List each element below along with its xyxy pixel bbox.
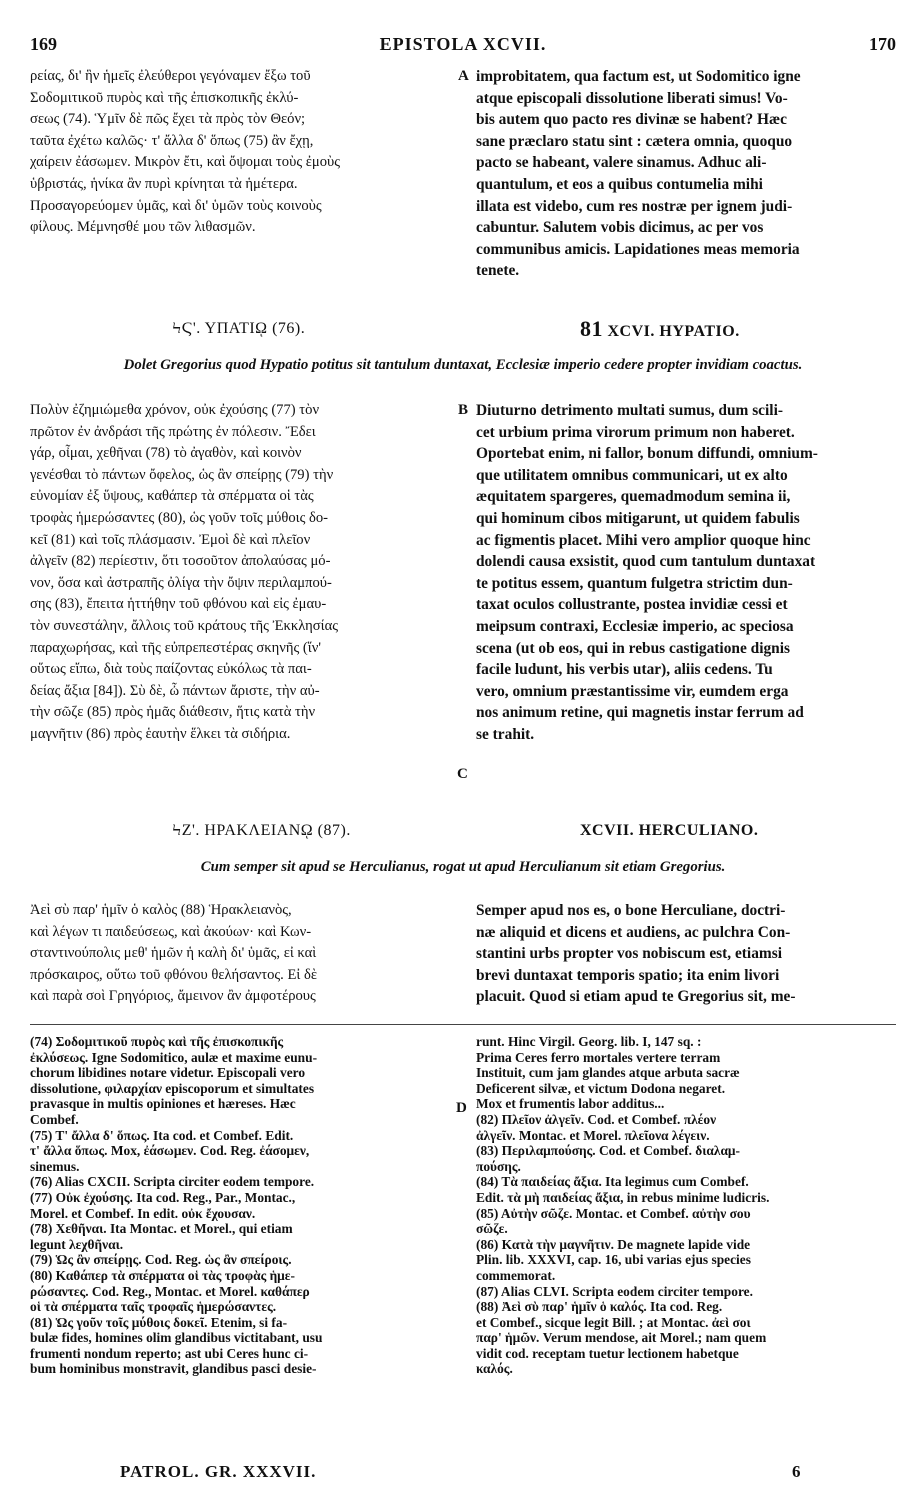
- text-line: Diuturno detrimento multati sumus, dum scili-: [476, 402, 783, 419]
- footnote-line: sinemus.: [30, 1158, 80, 1174]
- footnote-line: Deficerent silvæ, et victum Dodona negaret.: [476, 1080, 726, 1096]
- text-line: communibus amicis. Lapidationes meas memoria: [476, 240, 800, 258]
- footnote-line: frumenti nondum reperto; ast ubi Ceres hunc ci-: [30, 1345, 309, 1361]
- footnote-line: Edit. τὰ μὴ παιδείας ἄξια, in rebus minime ludicris.: [476, 1189, 770, 1205]
- text-line: vero, omnium præstantissime vir, eumdem erga: [476, 682, 789, 700]
- text-line: pacto se habeant, valere sinamus. Adhuc ali-: [476, 154, 767, 172]
- text-line: Σοδομιτικοῦ πυρὸς καὶ τῆς ἐπισκοπικῆς ἐκλύ-: [30, 89, 299, 106]
- running-header: [30, 34, 896, 58]
- text-line: γενέσθαι τὸ πάντων ὄφελος, ὡς ἂν σπείρῃς (79) τὴν: [30, 466, 334, 483]
- footnote-line: (79) Ὡς ἂν σπείρῃς. Cod. Reg. ὡς ἂν σπείροις.: [30, 1252, 292, 1268]
- text-line: ὑβριστάς, ἡνίκα ἂν πυρὶ κρίνηται τὰ ἡμέτερα.: [30, 175, 298, 192]
- latin-title-text-96: XCVI. HYPATIO.: [607, 323, 740, 340]
- text-line: σεως (74). Ὑμῖν δὲ πῶς ἔχει τὰ πρὸς τὸν Θεόν;: [30, 111, 306, 128]
- footnote-line: οἱ τὰ σπέρματα ταῖς τροφαῖς ἡμερώσαντες.: [30, 1299, 277, 1315]
- text-line: sane præclaro statu sint : cætera omnia, quoquo: [476, 132, 793, 150]
- footnote-line: (82) Πλεῖον ἀλγεῖν. Cod. et Combef. πλέον: [476, 1111, 717, 1127]
- footnote-line: πούσης.: [476, 1158, 521, 1174]
- latin-text-letter-97: [476, 900, 896, 1008]
- footnote-line: τ' ἄλλα ὅπως. Mox, ἐάσωμεν. Cod. Reg. ἐάσομεν,: [30, 1143, 310, 1159]
- text-line: δείας ἄξια [84]). Σὺ δὲ, ὦ πάντων ἄριστε, τὴν αὐ-: [30, 682, 320, 699]
- footnote-line: Plin. lib. XXXVI, cap. 16, ubi varias ejus species: [476, 1252, 751, 1268]
- text-line: meipsum contraxi, Ecclesiæ imperio, ac speciosa: [476, 617, 794, 635]
- text-line: πρῶτον ἐν ἀνδράσι τῆς πρώτης ἐν πόλεσιν. Ἔδει: [30, 423, 316, 440]
- text-line: σταντινούπολις μεθ' ἡμῶν ἡ καλὴ δι' ὑμᾶς, εἰ καὶ: [30, 945, 317, 962]
- text-line: næ aliquid et dicens et audiens, ac pulchra Con-: [476, 923, 791, 941]
- greek-letter-title-97: ϞΖ'. ΗΡΑΚΛΕΙΑΝῼ (87).: [172, 822, 351, 839]
- latin-letter-title-96: [580, 316, 740, 342]
- margin-marker-c: C: [457, 766, 468, 782]
- footnote-line: ἐκλύσεως. Igne Sodomitico, aulæ et maxime eunu-: [30, 1049, 318, 1065]
- footnote-line: (87) Alias CLVI. Scripta eodem circiter tempore.: [476, 1283, 753, 1299]
- greek-text-letter-96: [30, 400, 456, 746]
- column-number-81: 81: [580, 316, 603, 341]
- text-line: Πολὺν ἐζημιώμεθα χρόνον, οὐκ ἐχούσης (77) τὸν: [30, 402, 320, 418]
- footnote-line: bulæ fides, homines olim glandibus victitabant, usu: [30, 1330, 323, 1346]
- text-line: illata est videbo, cum res nostræ per ignem judi-: [476, 197, 793, 215]
- text-line: γάρ, οἶμαι, χεθῆναι (78) τὸ ἀγαθὸν, καὶ κοινὸν: [30, 445, 302, 462]
- text-line: τὸν συνεστάλην, ἄλλοις τοῦ κράτους τῆς Ἐκκλησίας: [30, 617, 339, 634]
- footnote-line: (77) Οὐκ ἐχούσης. Ita cod. Reg., Par., Montac.,: [30, 1189, 296, 1205]
- text-line: que utilitatem omnibus communicari, ut ex alto: [476, 466, 788, 484]
- text-line: brevi duntaxat temporis spatio; ita enim livori: [476, 966, 780, 984]
- greek-text-continuation: [30, 66, 456, 239]
- margin-marker-b: B: [458, 402, 469, 418]
- footnote-separator: [30, 1024, 896, 1025]
- text-line: εὐνομίαν ἐξ ὕψους, καθάπερ τὰ σπέρματα οἱ τὰς: [30, 488, 314, 505]
- greek-text-letter-97: [30, 900, 456, 1008]
- footnote-line: (74) Σοδομιτικοῦ πυρὸς καὶ τῆς ἐπισκοπικῆς: [30, 1034, 284, 1049]
- text-line: μαγνῆτιν (86) πρὸς ἑαυτὴν ἕλκει τὰ σιδήρια.: [30, 725, 291, 742]
- text-line: ac figmentis placet. Mihi vero amplior quoque hinc: [476, 531, 811, 549]
- footnote-line: Instituit, cum jam glandes atque arbuta sacræ: [476, 1065, 740, 1081]
- text-line: nos animum retine, qui magnetis instar ferrum ad: [476, 704, 804, 722]
- footnote-line: (84) Τὰ παιδείας ἄξια. Ita legimus cum Combef.: [476, 1174, 749, 1190]
- text-line: quantulum, et eos a quibus contumelia mihi: [476, 175, 763, 193]
- text-line: taxat oculos collustrante, postea invidiæ cessi et: [476, 596, 788, 614]
- footnote-line: bum hominibus monstravit, glandibus pasci desie-: [30, 1361, 317, 1377]
- footnote-line: σῶζε.: [476, 1221, 508, 1237]
- text-line: τροφὰς ἡμερώσαντες (80), ὡς γοῦν τοῖς μύθοις δο-: [30, 509, 329, 526]
- footnote-line: dissolutione, φιλαρχίαν episcoporum et simultates: [30, 1080, 315, 1096]
- text-line: placuit. Quod si etiam apud te Gregorius sit, me-: [476, 988, 796, 1006]
- footnote-line: (78) Χεθῆναι. Ita Montac. et Morel., qui etiam: [30, 1221, 293, 1237]
- text-line: atque episcopali dissolutione liberati simus! Vo-: [476, 89, 788, 107]
- footnote-line: pravasque in multis opiniones et hæreses. Hæc: [30, 1096, 296, 1112]
- argument-97: Cum semper sit apud se Herculianus, rogat ut apud Herculianum sit etiam Gregorius.: [200, 859, 726, 875]
- text-line: bis autem quo pacto res divinæ se habent? Hæc: [476, 111, 787, 129]
- text-line: improbitatem, qua factum est, ut Sodomitico igne: [476, 68, 801, 85]
- footnote-line: Mox et frumentis labor additus...: [476, 1096, 665, 1112]
- text-line: facile ludunt, his verbis utar), aliis cedens. Tu: [476, 661, 773, 679]
- text-line: καὶ λέγων τι παιδεύσεως, καὶ ἀκούων· καὶ Κων-: [30, 923, 312, 940]
- text-line: ρείας, δι' ἣν ἡμεῖς ἐλεύθεροι γεγόναμεν ἔξω τοῦ: [30, 68, 311, 84]
- latin-text-letter-96: [476, 400, 896, 746]
- text-line: τὴν σῶζε (85) πρὸς ἡμᾶς διάθεσιν, ἥτις κατὰ τὴν: [30, 704, 316, 721]
- running-title: EPISTOLA XCVII.: [379, 34, 547, 54]
- footnotes-left: [30, 1034, 450, 1377]
- text-line: πρόσκαιρος, οὕτω τοῦ φθόνου θελήσαντος. Εἰ δὲ: [30, 966, 317, 983]
- footnote-line: (80) Καθάπερ τὰ σπέρματα οἱ τὰς τροφὰς ἡμε-: [30, 1267, 295, 1283]
- text-line: ταῦτα ἐχέτω καλῶς· τ' ἄλλα δ' ὅπως (75) ἂν ἔχῃ,: [30, 132, 314, 149]
- footnote-line: (83) Περιλαμπούσης. Cod. et Combef. διαλαμ-: [476, 1143, 740, 1159]
- text-line: te potitus essem, quantum fulgetra strictim dun-: [476, 574, 793, 592]
- text-line: φίλους. Μέμνησθέ μου τῶν λιθασμῶν.: [30, 219, 256, 236]
- margin-marker-a: A: [458, 68, 469, 84]
- left-column-number: 169: [30, 34, 57, 54]
- text-line: κεῖ (81) καὶ τοῖς πλάσμασιν. Ἐμοὶ δὲ καὶ πλεῖον: [30, 531, 311, 548]
- footnote-line: καλός.: [476, 1361, 513, 1377]
- text-line: νον, ὅσα καὶ ἀστραπῆς ὀλίγα τὴν ὄψιν περιλαμπού-: [30, 574, 332, 591]
- text-line: se trahit.: [476, 725, 535, 743]
- footnotes-right: [476, 1034, 896, 1377]
- text-line: ἀλγεῖν (82) περίεστιν, ὅτι τοσοῦτον ἀπολαύσας μό-: [30, 553, 331, 570]
- footnote-line: (85) Αὐτὴν σῶζε. Montac. et Combef. αὐτὴν σου: [476, 1205, 751, 1221]
- margin-marker-d: D: [456, 1100, 467, 1116]
- footnote-line: (88) Ἀεὶ σὺ παρ' ἡμῖν ὁ καλός. Ita cod. Reg.: [476, 1299, 723, 1315]
- text-line: χαίρειν ἐάσωμεν. Μικρὸν ἔτι, καὶ ὄψομαι τοὺς ἐμοὺς: [30, 154, 340, 171]
- footnote-line: (81) Ὡς γοῦν τοῖς μύθοις δοκεῖ. Etenim, si fa-: [30, 1314, 288, 1330]
- text-line: παραχωρήσας, καὶ τῆς εὐπρεπεστέρας σκηνῆς (ἵν': [30, 639, 321, 656]
- footnote-line: ρώσαντες. Cod. Reg., Montac. et Morel. καθάπερ: [30, 1283, 310, 1299]
- text-line: dolendi causa exsistit, quod cum tantulum duntaxat: [476, 553, 816, 571]
- text-line: qui hominum cibos mitigarunt, ut quidem fabulis: [476, 509, 800, 527]
- text-line: Oportebat enim, ni fallor, bonum diffundi, omnium-: [476, 445, 818, 463]
- text-line: cet urbium prima virorum primum non haberet.: [476, 423, 795, 441]
- footnote-line: (76) Alias CXCII. Scripta circiter eodem tempore.: [30, 1174, 315, 1190]
- footer-signature: 6: [792, 1462, 802, 1481]
- right-column-number: 170: [869, 34, 896, 54]
- text-line: cabuntur. Salutem vobis dicimus, ac per vos: [476, 219, 764, 237]
- text-line: οὕτως εἴπω, διὰ τοὺς παίζοντας εὐκόλως τὰ παι-: [30, 661, 312, 678]
- text-line: stantini urbs propter vos nobiscum est, etiamsi: [476, 945, 782, 963]
- footnote-line: Morel. et Combef. In edit. οὐκ ἔχουσαν.: [30, 1205, 256, 1221]
- latin-title-text-97: XCVII. HERCULIANO.: [580, 822, 759, 839]
- footnote-line: ἀλγεῖν. Montac. et Morel. πλεῖονα λέγειν.: [476, 1127, 710, 1143]
- argument-96: Dolet Gregorius quod Hypatio potitus sit tantulum duntaxat, Ecclesiæ imperio cedere propter invidiam coactus.: [123, 357, 803, 373]
- text-line: Semper apud nos es, o bone Herculiane, doctri-: [476, 902, 786, 919]
- text-line: Προσαγορεύομεν ὑμᾶς, καὶ δι' ὑμῶν τοὺς κοινοὺς: [30, 197, 322, 214]
- footnote-line: Combef.: [30, 1111, 79, 1127]
- footnote-line: chorum libidines notare videtur. Episcopali vero: [30, 1065, 306, 1081]
- text-line: καὶ παρὰ σοὶ Γρηγόριος, ἄμεινον ἂν ἀμφοτέρους: [30, 988, 316, 1005]
- footnote-line: Prima Ceres ferro mortales vertere terram: [476, 1049, 721, 1065]
- latin-text-continuation: [476, 66, 896, 282]
- footnote-line: (86) Κατὰ τὴν μαγνῆτιν. De magnete lapide vide: [476, 1236, 751, 1252]
- greek-letter-title-96: ϞϚ'. ΥΠΑΤΙῼ (76).: [172, 320, 306, 337]
- footnote-line: et Combef., sicque legit Bill. ; at Montac. ἀεὶ σοι: [476, 1314, 751, 1330]
- text-line: scena (ut ob eos, qui in rebus castigatione dignis: [476, 639, 790, 657]
- footnote-line: (75) Τ' ἄλλα δ' ὅπως. Ita cod. et Combef. Edit.: [30, 1127, 294, 1143]
- footnote-line: vidit cod. receptam tuetur lectionem habetque: [476, 1345, 739, 1361]
- footnote-line: παρ' ἡμῶν. Verum mendose, ait Morel.; nam quem: [476, 1330, 767, 1346]
- footer-volume: PATROL. GR. XXXVII.: [120, 1462, 317, 1481]
- footnote-line: legunt λεχθῆναι.: [30, 1236, 124, 1252]
- text-line: æquitatem spargeres, quemadmodum semina ii,: [476, 488, 791, 506]
- text-line: tenete.: [476, 262, 520, 280]
- footnote-line: runt. Hinc Virgil. Georg. lib. I, 147 sq. :: [476, 1034, 702, 1049]
- text-line: Ἀεὶ σὺ παρ' ἡμῖν ὁ καλὸς (88) Ἡρακλειανὸς,: [30, 902, 292, 918]
- text-line: σης (83), ἔπειτα ἡττήθην τοῦ φθόνου καὶ εἰς ἐμαυ-: [30, 596, 327, 613]
- latin-letter-title-97: [580, 822, 758, 840]
- footnote-line: commemorat.: [476, 1267, 556, 1283]
